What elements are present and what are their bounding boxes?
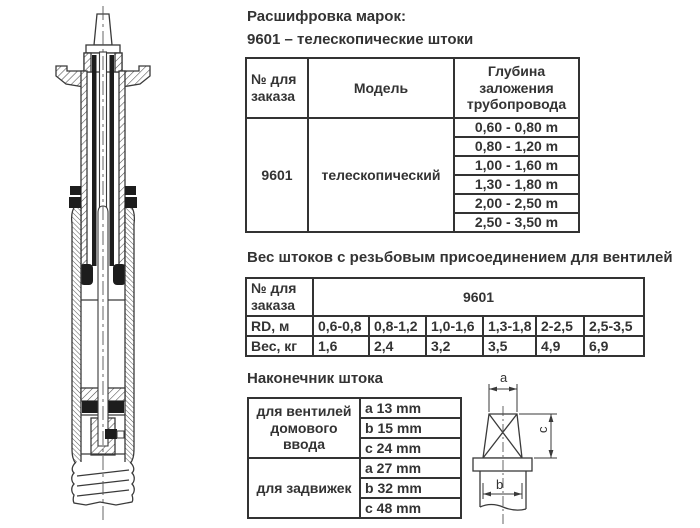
rd-label: RD, м <box>246 316 313 336</box>
weight-order-no: 9601 <box>313 278 644 316</box>
dim-b-label: b <box>496 477 504 492</box>
flange-left <box>56 66 84 87</box>
weight-value: 2,4 <box>369 336 426 356</box>
weight-label: Вес, кг <box>246 336 313 356</box>
depth-row: 2,00 - 2,50 m <box>454 194 579 213</box>
tip-dim: a 27 mm <box>360 458 461 478</box>
weight-value: 3,5 <box>483 336 536 356</box>
header-depth: Глубина заложения трубопровода <box>454 58 579 118</box>
tip-group-gate-valves-label <box>248 458 360 518</box>
tip-group-valves-line: домового <box>270 419 338 436</box>
dim-a-label: a <box>500 370 508 385</box>
weight-order-label: № для заказа <box>246 278 313 316</box>
tip-group-valves-line: ввода <box>282 436 326 453</box>
depth-row: 1,30 - 1,80 m <box>454 175 579 194</box>
weight-value: 4,9 <box>536 336 584 356</box>
weight-value: 6,9 <box>584 336 644 356</box>
weight-value: 3,2 <box>426 336 483 356</box>
tip-dimension-drawing <box>458 368 568 528</box>
model-value: телескопический <box>308 118 454 232</box>
flange-right <box>122 66 150 87</box>
tip-table <box>247 397 462 519</box>
rd-value: 2,5-3,5 <box>584 316 644 336</box>
marks-decoding-subtitle: 9601 – телескопические штоки <box>247 31 474 48</box>
depth-row: 0,80 - 1,20 m <box>454 137 579 156</box>
rd-value: 0,6-0,8 <box>313 316 369 336</box>
depth-row: 2,50 - 3,50 m <box>454 213 579 232</box>
weight-table <box>245 277 645 357</box>
weight-value: 1,6 <box>313 336 369 356</box>
tip-group-valves-line: для вентилей <box>256 403 352 420</box>
telescopic-rod-drawing <box>28 0 228 528</box>
tip-dim: a 13 mm <box>360 398 461 418</box>
depth-row: 0,60 - 0,80 m <box>454 118 579 137</box>
order-no-value: 9601 <box>246 118 308 232</box>
rd-value: 1,3-1,8 <box>483 316 536 336</box>
tip-dim: b 15 mm <box>360 418 461 438</box>
dim-c-label: c <box>535 426 550 433</box>
depth-row: 1,00 - 1,60 m <box>454 156 579 175</box>
marks-decoding-heading <box>247 5 473 51</box>
tip-section-title: Наконечник штока <box>247 370 384 387</box>
rd-value: 2-2,5 <box>536 316 584 336</box>
tip-dim: c 48 mm <box>360 498 461 518</box>
order-model-depth-table <box>245 57 580 233</box>
rd-value: 1,0-1,6 <box>426 316 483 336</box>
tip-diagram <box>473 384 557 524</box>
header-model: Модель <box>308 58 454 118</box>
rod-section <box>56 6 150 522</box>
marks-decoding-title: Расшифровка марок: <box>247 8 406 25</box>
tip-dim: b 32 mm <box>360 478 461 498</box>
tip-group-valves-label <box>248 398 360 458</box>
header-order-no: № для заказа <box>246 58 308 118</box>
tip-dim: c 24 mm <box>360 438 461 458</box>
dim-c <box>519 414 557 458</box>
weight-section-title: Вес штоков с резьбовым присоединением для вентилей <box>247 249 673 266</box>
tip-group-gate-valves-line: для задвижек <box>256 479 352 496</box>
rd-value: 0,8-1,2 <box>369 316 426 336</box>
